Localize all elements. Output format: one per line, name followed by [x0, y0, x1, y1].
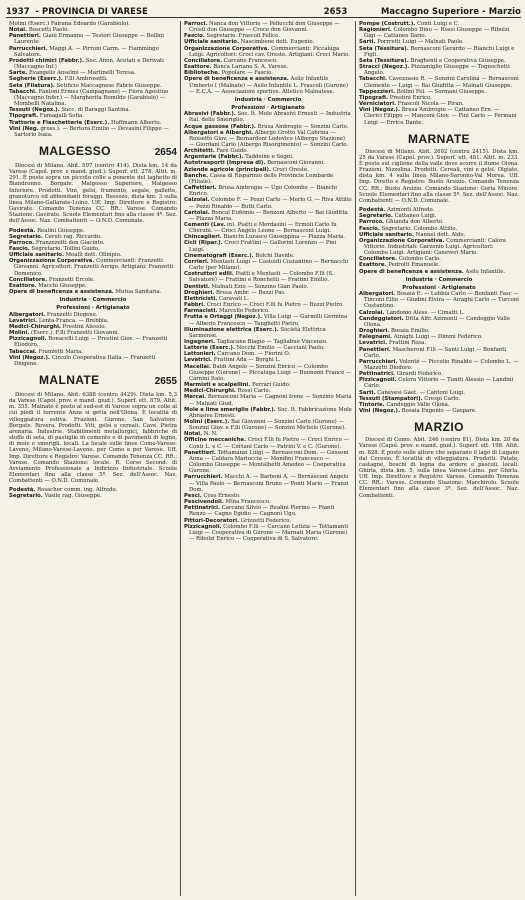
section-marzio-heading: [359, 420, 519, 434]
directory-entry: Pompe (Costrutt.). Conti Luigi e C.: [359, 21, 460, 27]
directory-entry: Vini (Negoz.). Circolo Cooperativa Italia — Franzetti Diogene.: [9, 354, 156, 367]
directory-entry: Pesci. Coss Ernesto.: [184, 492, 241, 499]
directory-entry: Tipografi. Fumagalli Sofia.: [9, 113, 84, 120]
directory-entry: Vini (Negoz.). Bosaia Eugenio — Gaspare.: [359, 408, 477, 415]
directory-entry: Verniciatori. Frascoli Nicola — Piran.: [359, 101, 464, 108]
directory-entry: Molini. (Eserc.). F.lli Franzetti Giovanni.: [9, 330, 120, 337]
directory-entry: Pittori-Decoratori. Grizzetti Federico.: [184, 517, 292, 524]
column-middle: [181, 21, 356, 896]
directory-entry: Medici-Chirurghi. Rossi Carlo.: [184, 388, 271, 395]
directory-entry: Esattore. Banca Lariano S. A. Varese.: [184, 64, 289, 71]
directory-entry: Medici-Chirurghi. Prestini Alessio.: [9, 323, 107, 330]
directory-entry: Pizzicagnoli. Celora Vittorio — Tuniti Alessio — Landini Carlo.: [359, 377, 514, 390]
directory-entry: Albergatori. Franzetti Diogene.: [9, 311, 98, 318]
directory-entry: Seta (Tessitura). Braghenti e Cooperativa Giuseppe.: [359, 57, 506, 64]
directory-entry: Segretario. Ceruti rag. Riccardo.: [9, 233, 102, 240]
maccagno-entries: [9, 21, 177, 138]
directory-entry: Molini (Eserc.) Fairana Edoardo (Garabiolo).: [9, 21, 131, 27]
industry-subtitle: Industria · Commercio: [405, 276, 473, 283]
directory-entry: Tabacchi. Cavezzasio R. — Sonzini Carolina — Bernasconi Clemente — Luigi — Bai Giuditta — Malnati Giuseppe.: [359, 76, 519, 89]
section-malgesso-heading: [9, 144, 177, 160]
directory-entry: Tipografi. Prestini Enrico.: [359, 94, 432, 101]
section-marnate-heading: [359, 132, 519, 146]
directory-entry: Tessuti (Stampatori). Crespi Carlo.: [359, 395, 461, 402]
section-number: 2655: [154, 375, 177, 387]
directory-entry: Sarti. Porrretti Luigi — Malnati Paolo.: [359, 39, 464, 46]
directory-entry: Notai. N. N.: [184, 431, 218, 438]
directory-entry: Fabbri. Croci Enrico — Croci F.lli fu Pietro — Buzzi Pietro.: [184, 302, 344, 309]
directory-entry: Conciliatore. Carcano Francesco.: [184, 57, 278, 64]
directory-entry: Abrasivi (Fabbr.). Soc. It. Mole Abrasivi Ernesti — Industria Ital. dello Smeriglio.: [184, 111, 351, 124]
directory-entry: Autotrasporti (Impresa di). Bernasconi Giovanni.: [184, 160, 325, 167]
malnate-businesses: [184, 111, 352, 542]
directory-entry: Cartolai. Roncal Eufemio — Benzoni Alberto — Bai Giuditta — Piazza Maria.: [184, 209, 348, 222]
malgesso-intro: Diocesi di Milano. Abit. 597 (centro 414). Dista km. 14 da Varese (Capol. prov. e mand. giud.). Superf. ett. 278. Altit. m. 291. È posto sopra un piccolo colle a ponente del laghetto di Biandronno. Borgate. Malgesso Superiore, Malgesso Inferiore. Prodotti. Vini, gelsi, frumento, segale, gallette, granoturco ed abbondanti foraggi. Bessozo, dista km. 3 sulla linea Milano-Gallarate-Luino. Uff. Imp. Direttore e Registro: Gavirate. Comando Tenenza CC. RR.: Varese. Comando Stazione: Gavirate. Scuole Elementari fino alla classe 4ª. Sez. dell'Assoc. Naz. Combattenti — O.N.D. Comunale.: [9, 162, 177, 225]
directory-entry: Organizzazione Corporativa. Commercianti: Calora Vittorio. Industriali: Garzonio Luigi. Agricoltori: Colombo Luigi. Artigiani: Caneveri Mario.: [359, 237, 506, 257]
marnate-officials: [359, 207, 519, 275]
directory-entry: Sarti. Canevesi Gaet. — Cantoni Luigi.: [359, 389, 466, 396]
header-year: 1937: [6, 5, 30, 16]
directory-entry: Pettinatrici. Girardi Federico.: [359, 371, 443, 378]
directory-entry: Levatrici. Frattini Ada — Borghi L.: [184, 357, 281, 364]
directory-entry: Pizzicagnoli. Colombo F.lli — Carcano Letizia — Tettamanti Luigi — Cooperativa di Gurone — Marnati Maria (Gurone) — Ribolzi Enrico — Cooperativa di S. Salvatore.: [184, 523, 349, 542]
directory-entry: Calzolai. Landonio Aless. — Cimatti L.: [359, 309, 465, 316]
directory-entry: Calzolai. Colombo F. — Pozzi Carlo — Merlo G. — Riva Attilio — Pozzi Rinaldo — Butti Carlo.: [184, 197, 352, 210]
directory-entry: Parroco. Franzezetti don Giacinto.: [9, 239, 105, 246]
column-left: [6, 21, 181, 896]
directory-entry: Fascio. Segretario. Colombo Attilio.: [359, 225, 458, 232]
marzio-intro: Diocesi di Como. Abit. 246 (centro 81). Dista km. 20 da Varese (Capol. prov. e mand. giud.). Superf. ett. 198. Altit. m. 828. È posto sulle alture che separano il lago di Lugano dal Ceresio. È località di villeggiatura. Prodotti. Patate, castagne, boschi di legna da ardere e pascoli. locali. Ghirla, dista km. 5, sulla linea Varese-Luino. per Ghirla. Uff. Imp. Direttore e Registro: Varese. Comando Tenenza CC. RR.: Varese. Comando Stazione: Marchirolo. Scuole Elementari fino alla classe 3ª. Sez. dell'Assoc. Naz. Combattenti.: [359, 437, 519, 499]
header-towns: Maccagno Superiore - Marzio: [380, 5, 521, 16]
directory-entry: Architetti. Farè Guido.: [184, 148, 249, 155]
directory-entry: Parrucchieri. Maggi A. — Pirroni Carm. — Fiammingo Salvatore.: [9, 45, 159, 58]
directory-entry: Macellai. Baldi Angelo — Sonzini Enrico — Colombo Giuseppe (Gurone) — Piccaluga Luigi — Buonomi Franco — Carnini Italo.: [184, 363, 352, 382]
malgesso-officials: [9, 228, 177, 296]
directory-entry: Droghieri. Brusa Ambr. — Buzzi Pas.: [184, 289, 286, 296]
directory-entry: Latterie (Eserc.). Nocchi Emilio — Cacciani Paolo.: [184, 345, 325, 352]
directory-entry: Farmacisti. Marcello Federico.: [184, 308, 270, 315]
directory-entry: Seta (Tessitura). Bernasconi Gerardo — Bianchi Luigi e Figli.: [359, 45, 515, 58]
page-header: [6, 4, 521, 18]
directory-entry: Lattonieri. Carcano Dom. — Fiorini O.: [184, 351, 291, 358]
directory-entry: Opere di beneficenza e assistenza. Mutua Sanitaria.: [9, 289, 162, 296]
directory-entry: Ufficiale sanitario. Nannei dott. Aldo.: [359, 231, 466, 238]
section-name: MALNATE: [39, 372, 100, 387]
header-province: - PROVINCIA DI VARESE: [35, 5, 148, 16]
directory-entry: Officine meccaniche. Croci F.lli fu Pietro — Croci Enrico — Conti L. e C. — Cortani Carlo — Patrini V. e C. (Gurone).: [184, 437, 349, 450]
directory-entry: Opere di beneficenza e assistenza. Asilo Infantile Umberto I (Malnate) — Asilo Infantile L. Frascoli (Gurone) — E.C.A. — Associazioni sportive. Atletico Malnatese.: [184, 76, 349, 95]
directory-entry: Frutta e Ortaggi (Negoz.). Villa Luigi — Garmilli Germina — Alberio Francesco — Tanghetti Pietro.: [184, 314, 348, 327]
industry-subtitle: Industria · Commercio: [234, 96, 302, 103]
directory-entry: Parroco. Ghianda don Alberto.: [359, 219, 444, 226]
malnate-businesses-cont: [359, 21, 519, 126]
directory-entry: Organizzazione Corporativa. Commercianti: Franzetti Giovanni. Agricoltori: Franzetti Arrigo. Artigiani: Franzetti Domenico.: [9, 258, 174, 277]
directory-entry: Banche. Cassa di Risparmio delle Provincie Lombarde (Filiale).: [184, 172, 334, 185]
malnate-officials: [9, 487, 177, 499]
directory-entry: Sarte. Evangelis Anselmi — Martinelli Teresa.: [9, 70, 136, 77]
malnate-officials-cont: [184, 21, 352, 95]
directory-entry: Esattore. Pedrolti Emanuele.: [359, 262, 440, 269]
directory-entry: Segherie (Eserc.). F.lli Ambrosetti.: [9, 76, 108, 83]
directory-entry: Prodotti chimici (Fabbr.). Soc. Anon. Acetati e Derivati (Maccagno Inf.): [9, 57, 164, 71]
professions-subtitle: Professioni · Artigianato: [231, 105, 305, 112]
directory-entry: Conciliatore. Franzetti Ercole.: [9, 276, 95, 283]
directory-entry: Ufficiale sanitario. Moalli dott. Olimpio.: [9, 252, 122, 259]
directory-entry: Chincaglieri. Bianchi Lurasco Giuseppina — Piazza Maria.: [184, 234, 345, 241]
directory-entry: Falegnami. Airaghi Luigi — Dimmi Federico.: [359, 334, 483, 341]
directory-entry: Caffettieri. Brusa Ambrogio — Ugo Colombo — Bianchi Enrico.: [184, 185, 337, 198]
directory-entry: Molini (Eserc.). Bai Giovanni — Sonzini Carlo (Gurone) — Sonzini Giov. e F.lli (Gurone) — Sonzini Michele (Gurone).: [184, 419, 346, 432]
directory-entry: Costruttori edili. Piatti e Mentasti — Colombo F.lli (S. Salvatore) — Frattini e Ronchetti — Frattini Emilio.: [184, 271, 334, 284]
column-right: [356, 21, 522, 896]
directory-entry: Panettieri. Tettamanzi Luigi — Bernasconi Dom. — Gussoni Anna — Caldara Mariuccia — Mondini Francesco — Colombo Giuseppe — Montalbetti Amedeo — Cooperativa Gurone.: [184, 449, 349, 475]
directory-entry: Candeggiatori. Ditta Alfr. Azimonti — Candeggio Valle Olona.: [359, 315, 510, 328]
directory-entry: Pizzicagnoli. Bonacelli Luigi — Prestini Giov. — Franzetti Eliodoro.: [9, 336, 168, 349]
directory-entry: Parrucchieri. Volonté — Piccolio Rinaldo — Colombo L. — Mazzetti Diodoro.: [359, 358, 519, 371]
directory-entry: Corrieri. Mentasti Luigi — Castoldi Costantino — Bernacchi Carlo (per Milano).: [184, 258, 349, 272]
directory-entry: Ragionieri. Colombo Dino — Rossi Giuseppe — Ribolzi Gigi — Cattaneo Ilario.: [359, 27, 510, 40]
directory-entry: Cementi (Lav. in). Piatti e Mordasini — Ermoli Carlo fu Cherubi. — Croci Angelo Leone — Bernasconi Luigi.: [184, 222, 337, 235]
directory-entry: Marmisti e scalpellini. Ferrari Guido.: [184, 382, 291, 389]
directory-entry: Mercai. Bernasconi Maria — Cagnoni Irene — Sonzino Maria — Malnati Giud.: [184, 394, 352, 407]
marnate-businesses: [359, 291, 519, 414]
directory-entry: Illuminazione elettrica (Eserc.). Società Elettrica Sarmense.: [184, 326, 326, 339]
malnate-intro: Diocesi di Milano. Abit. 6388 (centro 4429). Dista km. 5,3 da Varese (Capol. prov. e mand. giud.). Superf. ett. 879. Altit. m. 355. Malnate è posto al sud-est di Varese sopra un colle al cui piedi il torrente Anza si getta nell'Olona. È località di villeggiatura estiva. Frazioni. Gurone, San Salvatore. Borgate. Rovera. Prodotti. Viti, gelsi e cereali. Cave. Pietra arenaria. Industrie. Stabilimenti metallurgici, fabbriche di stoffe di seta, di pastiglie in cemento e di pavimenti di legno, di mole e smerigli. locali. La locale sulle linee Como-Varese-Laveno, Milano-Varese-Laveno. per Como e per Varese. Uff. Imp. Direttore e Registro: Varese. Comando Tenenza CC. RR.: Varese. Comando Stazione: locale. R. Corso Second. di Avviamento Professionale a Indirizzo Industriale. Scuole Elementari fino alla classe 5ª. Sez. dell'Assoc. Naz. Combattenti — O.N.D. Comunale.: [9, 391, 177, 485]
directory-entry: Argenterie (Fabbr.). Taddeine e Sogni.: [184, 154, 294, 161]
directory-columns: [6, 21, 522, 896]
directory-entry: Podestà. Rosacher comm. ing. Alfredo.: [9, 487, 118, 494]
directory-entry: Ufficiale sanitario. Nascimbene dott. Eugenio.: [184, 39, 315, 46]
directory-entry: Mole e lime smeriglio (Fabbr.). Soc. It. Fabbricazione Mole Abrasive Ernesti.: [184, 406, 352, 419]
directory-entry: Biblioteche. Popolare — Fascio.: [184, 70, 273, 77]
professions-subtitle: Professioni · Artigianato: [56, 305, 130, 312]
directory-entry: Podestà. Azimonti Alfredo.: [359, 207, 435, 214]
section-malnate-heading: [9, 373, 177, 389]
section-name: MARNATE: [408, 131, 470, 146]
directory-entry: Pettinatrici. Carcano Silvio — Realini Pierino — Pianti Renzo — Cagno Egidio — Cagnoni Ugo.: [184, 505, 335, 518]
directory-entry: Segretario. Vasile rag. Giuseppe.: [9, 493, 102, 500]
directory-entry: Ingegneri. Tagliacane Biagio — Tagliabue Vincenzo.: [184, 338, 328, 345]
directory-entry: Stracci (Negoz.). Pizzamiglio Giuseppe — Tognochetti Angelo.: [359, 64, 510, 77]
directory-entry: Vini (Neg. gross.). — Bertora Emilio — Devasini Filippo — Sartorio Isaia.: [9, 125, 169, 138]
marnate-intro: Diocesi di Milano. Abit. 2692 (centro 2415). Dista km. 25 da Varese (Capol. prov.). Superf. ett. 481. Altit. m. 233. È posto sul ciglione della valle dove scorre il fiume Olona. Frazioni. Nizzolina. Prodotti. Cereali, vini e gelsi. Olgiate, dista km. 4 sulla linea Milano-Saronno-Val Morea. Uff. Imp. Diretto e Registro: Busto Arsizio. Comando Tenenza CC. RR.: Busto Arsizio. Comando Stazione: Gorla Minore. Scuole Elementari fino alla classe 5ª. Sez. dell'Assoc. Naz. Combattenti — O.N.D. Comunale.: [359, 148, 519, 204]
directory-entry: Notai. Boscetti Paolo.: [9, 27, 69, 34]
directory-entry: Podestà. Realini Giuseppe.: [9, 227, 85, 234]
directory-entry: Parrucchieri. Macchi A. — Barboni A. — Bernasconi Angelo — Villa Paolo — Bernasconi Bruno — Ponti Mario — Franzi Dom.: [184, 474, 349, 493]
directory-entry: Esattore. Macchi Giuseppe.: [9, 282, 87, 289]
directory-entry: Dentisti. Malnati Ezio — Sonzino Gian Paolo.: [184, 283, 309, 290]
directory-entry: Vini (Negoz.). Brusa Ambrogio — Cattaneo Ern. — Clerici Filippo — Manconi Giov. — Pini Carlo — Fermani Luigi — Errico Dante.: [359, 107, 517, 126]
directory-entry: Tabaccai. Franzetti Maria.: [9, 348, 83, 355]
section-number: 2654: [154, 146, 177, 158]
directory-entry: Cinematografi (Eserc.). Bolchi Davide.: [184, 252, 295, 259]
directory-entry: Droghieri. Bosaia Emilio.: [359, 328, 430, 335]
directory-entry: Tessuti (Negoz.). Succ. di Baraggi Santina.: [9, 107, 131, 114]
directory-entry: Pescivendoli. Mina Francesco.: [184, 499, 271, 506]
directory-entry: Albergatori e Alberghi. Albergo Grotto Val Cabrina — Rossetto Giov. — Bernardoni Lodovico (Albergo Stazione) — Giordani Carlo (Albergo Risorgimento) — Sonzini Carlo.: [184, 129, 349, 148]
directory-entry: Trattorie e Fiaschetterie (Eserc.). Hoffmann Alberto.: [9, 119, 162, 126]
directory-entry: Panettieri. Mascheroni F.lli — Santi Luigi — Bonfanti Carlo.: [359, 346, 507, 359]
professions-subtitle: Professioni · Artigianato: [402, 284, 476, 291]
directory-entry: Parroci. Nanca don Vittorio — Pellucchi don Giuseppe — Crosti don Giuseppe — Croce don Giovanni.: [184, 21, 340, 34]
directory-entry: Segretario. Cattaneo Luigi.: [359, 213, 437, 220]
directory-entry: Panettieri. Giani Ermanno — Testori Giuseppe — Bollini Laurento: [9, 33, 165, 46]
directory-entry: Tappezzieri. Bollini Fel. — Sormani Giuseppe.: [359, 88, 487, 95]
directory-entry: Tintorie. Candeggio Valle Olona.: [359, 401, 450, 408]
directory-entry: Acque gassose (Fabbr.). Brusa Ambrogio — Sonzini Carlo.: [184, 123, 349, 130]
directory-entry: Conciliatore. Colombo Carlo.: [359, 256, 441, 263]
directory-entry: Levatrici. Lenta Franca. — Brebbia.: [9, 317, 109, 324]
directory-entry: Opere di beneficenza e assistenza. Asilo Infantile.: [359, 268, 506, 275]
directory-entry: Albergatori. Bosaia E. — Lobbia Carlo — Bonfanti Fasc — Tinconi Ellio — Giudini Elvira — Airaghi Carlo — Turconi Costantino.: [359, 291, 519, 310]
directory-entry: Fascio. Segretario. Tollini Guido.: [9, 246, 100, 252]
section-name: MALGESSO: [39, 143, 111, 158]
directory-entry: Seta (Filatura). Setificio Maccagnese Fabris Giuseppe.: [9, 82, 162, 89]
directory-entry: Fascio. Segretario. Frascoli Felice.: [184, 33, 280, 40]
directory-entry: Levatrici. Frattini Rosa.: [359, 340, 427, 347]
directory-entry: Tabacchi. Fantoni Ermes (Campagnano) — Fiora Agostino (Maccagno Infer.) — Margherita Romildo (Garabiolo) — Mombelli Natalina.: [9, 88, 169, 108]
section-name: MARZIO: [414, 420, 464, 435]
directory-entry: Elettricisti. Caravati L.: [184, 295, 250, 302]
directory-entry: Organizzazione Corporativa. Commercianti: Piccaluga Luigi. Agricoltori: Croci cav. Oreste. Artigiani: Croci Mario.: [184, 45, 350, 58]
directory-entry: Cicli (Ripar.). Croci Frattini — Gallorini Lorenzo — Pini Luigi.: [184, 240, 337, 253]
directory-entry: Aziende agricole (principali). Croci Oreste.: [184, 166, 309, 173]
malgesso-businesses: [9, 312, 177, 367]
header-page-number: 2653: [323, 5, 348, 16]
industry-subtitle: Industria · Commercio: [59, 297, 127, 304]
